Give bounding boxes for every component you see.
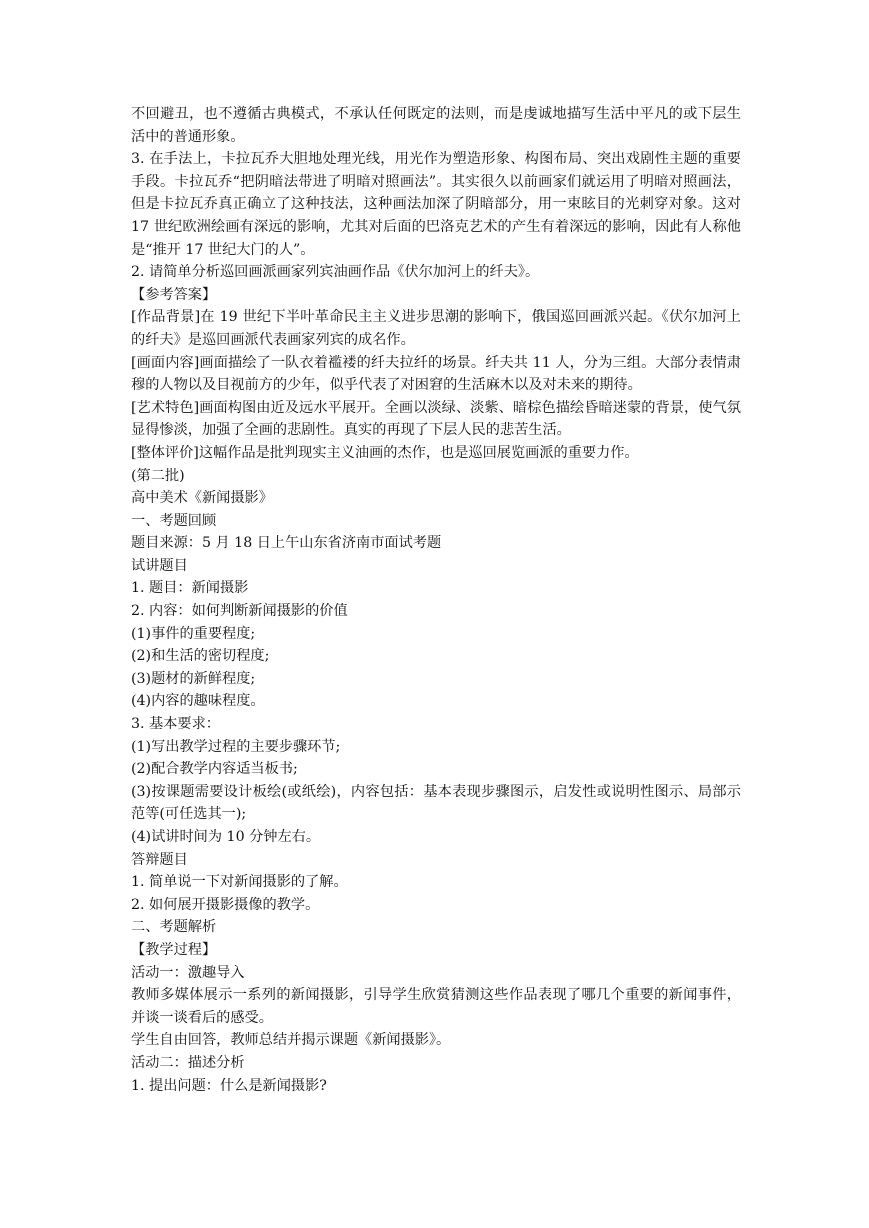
section-review-heading: 一、考题回顾 — [131, 512, 217, 529]
paragraph-caravaggio-light: 3. 在手法上，卡拉瓦乔大胆地处理光线，用光作为塑造形象、构图布局、突出戏剧性主题的重要手段。卡拉瓦乔“把阴暗法带进了明暗对照画法”。其实很久以前画家们就运用了明暗对照画法，但是卡拉瓦乔真正确立了这种技法，这种画法加深了阴暗部分，用一束眩目的光刺穿对象。这对 17 世纪欧洲绘画有深远的影响，尤其对后面的巴洛克艺术的产生有着深远的影响，因此有人称他是“推开 17 世纪大门的人”。 — [131, 151, 741, 258]
activity-two-heading: 活动二：描述分析 — [131, 1054, 245, 1071]
content-item-2: (2)和生活的密切程度; — [131, 648, 270, 665]
requirement-item-4: (4)试讲时间为 10 分钟左右。 — [131, 829, 321, 845]
activity-two-question: 1. 提出问题：什么是新闻摄影? — [131, 1077, 327, 1094]
requirement-item-1: (1)写出教学过程的主要步骤环节; — [131, 738, 341, 755]
answer-background: [作品背景]在 19 世纪下半叶革命民主主义进步思潮的影响下，俄国巡回画派兴起。《伏尔加河上的纤夫》是巡回画派代表画家列宾的成名作。 — [131, 309, 741, 348]
question-source: 题目来源：5 月 18 日上午山东省济南市面试考题 — [131, 535, 442, 552]
activity-one-students: 学生自由回答，教师总结并揭示课题《新闻摄影》。 — [131, 1032, 451, 1049]
activity-one-heading: 活动一：激趣导入 — [131, 964, 245, 981]
batch-label: (第二批) — [131, 467, 185, 484]
content-item-1: (1)事件的重要程度; — [131, 625, 256, 642]
defense-question-2: 2. 如何展开摄影摄像的教学。 — [131, 896, 320, 913]
content-item-4: (4)内容的趣味程度。 — [131, 693, 265, 710]
question-repin-barge-haulers: 2. 请简单分析巡回画派画家列宾油画作品《伏尔加河上的纤夫》。 — [131, 264, 540, 281]
requirement-item-2: (2)配合教学内容适当板书; — [131, 761, 298, 778]
defense-question-1: 1. 简单说一下对新闻摄影的了解。 — [131, 874, 348, 891]
document-body — [131, 103, 741, 1097]
reference-answer-heading: 【参考答案】 — [131, 286, 217, 303]
section-analysis-heading: 二、考题解析 — [131, 919, 217, 936]
teaching-process-heading: 【教学过程】 — [131, 941, 217, 958]
requirements-heading: 3. 基本要求： — [131, 716, 220, 733]
topic-item-1: 1. 题目：新闻摄影 — [131, 580, 249, 597]
topic-item-2: 2. 内容：如何判断新闻摄影的价值 — [131, 603, 348, 620]
defense-questions-heading: 答辩题目 — [131, 851, 188, 868]
content-item-3: (3)题材的新鲜程度; — [131, 670, 256, 687]
lesson-title: 高中美术《新闻摄影》 — [131, 490, 273, 507]
answer-art-features: [艺术特色]画面构图由近及远水平展开。全画以淡绿、淡紫、暗棕色描绘昏暗迷蒙的背景，使气氛显得惨淡，加强了全画的悲剧性。真实的再现了下层人民的悲苦生活。 — [131, 399, 741, 439]
answer-content: [画面内容]画面描绘了一队衣着褴褛的纤夫拉纤的场景。纤夫共 11 人，分为三组。大部分表情肃穆的人物以及目视前方的少年，似乎代表了对困窘的生活麻木以及对未来的期待。 — [131, 354, 741, 394]
answer-evaluation: [整体评价]这幅作品是批判现实主义油画的杰作，也是巡回展览画派的重要力作。 — [131, 444, 639, 461]
activity-one-teacher: 教师多媒体展示一系列的新闻摄影，引导学生欣赏猜测这些作品表现了哪几个重要的新闻事件，并谈一谈看后的感受。 — [131, 987, 741, 1026]
requirement-item-3: (3)按课题需要设计板绘(或纸绘)，内容包括：基本表现步骤图示，启发性或说明性图示、局部示范等(可任选其一); — [131, 783, 741, 823]
paragraph-caravaggio-subject: 不回避丑，也不遵循古典模式，不承认任何既定的法则，而是虔诚地描写生活中平凡的或下层生活中的普通形象。 — [131, 106, 741, 145]
lecture-topic-heading: 试讲题目 — [131, 557, 188, 574]
